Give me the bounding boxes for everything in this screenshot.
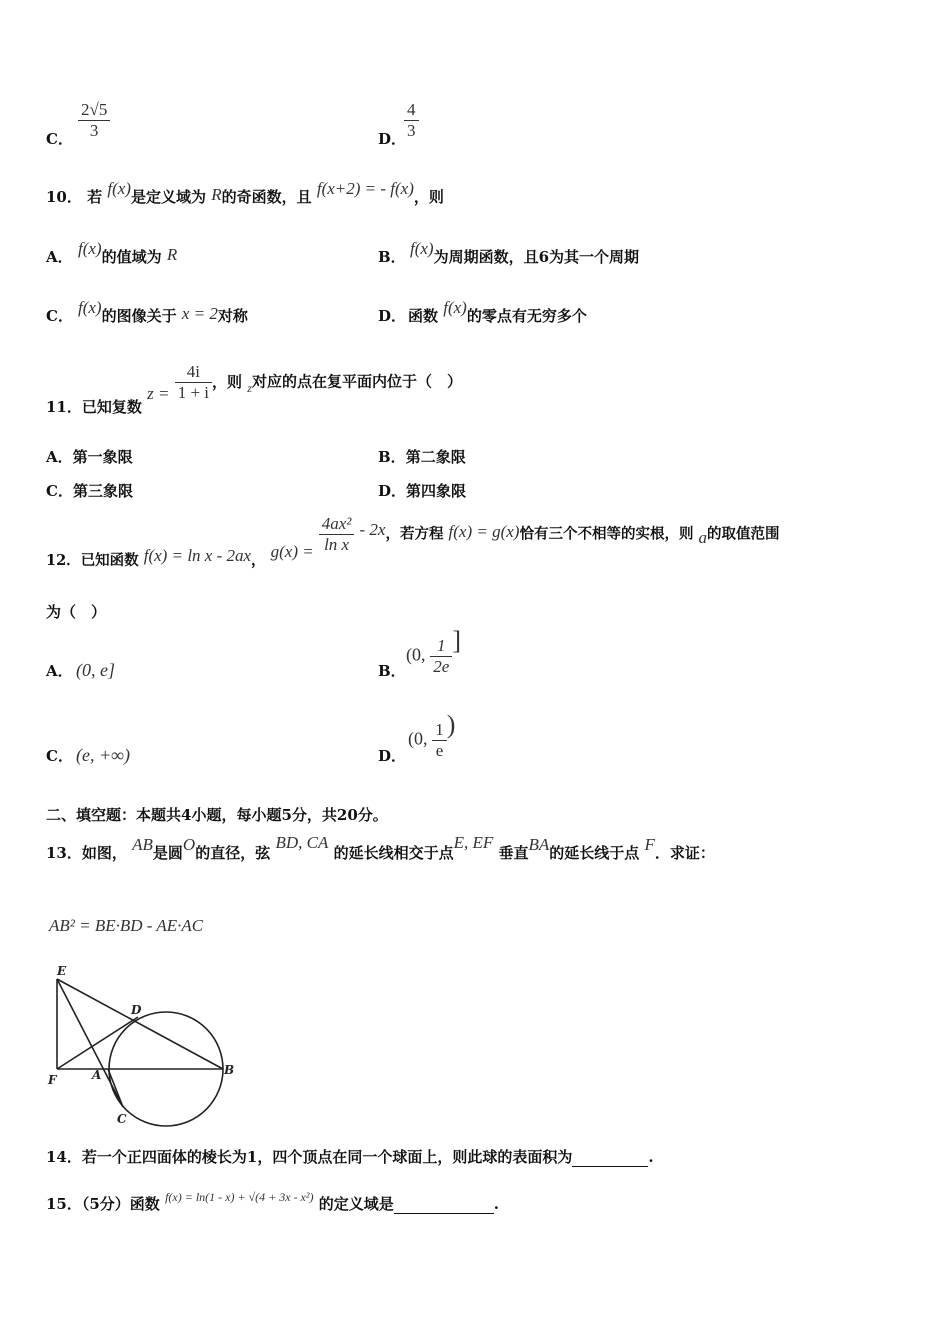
option-text: 的零点有无穷多个 [466,307,587,325]
answer-blank[interactable] [572,1148,648,1167]
stem-text: ，则 [212,372,243,391]
fraction-g [319,514,355,555]
math-fx: f(x) [107,179,131,198]
option-label: B． [378,662,406,680]
question-number: 10． [46,188,82,206]
stem-text: 的奇函数，且 [221,188,312,206]
stem-text: （5分）函数 [81,1195,160,1213]
q12-option-d-value [408,709,456,761]
segment-FD [57,1017,138,1069]
section-title: 二、填空题：本题共4小题，每小题5分，共20分。 [46,806,388,824]
math-a: a [698,527,708,547]
q9-option-c-value [78,100,110,141]
numerator: 2√5 [78,100,110,121]
q13-proof-statement [49,916,203,936]
math-E-EF: E, EF [453,833,494,852]
math-fx: f(x) [78,239,102,258]
q10-option-c [46,298,248,326]
stem-text: 为（ ） [46,603,107,621]
denominator: 3 [89,121,99,140]
math-g-tail: - 2x [359,519,386,539]
interval-close: ) [446,709,456,739]
math-O: O [182,835,196,854]
stem-text: 的取值范围 [707,525,780,543]
numerator: 4i [175,362,212,383]
q10-option-d [378,298,587,326]
stem-text: 若一个正四面体的棱长为1，四个顶点在同一个球面上，则此球的表面积为 [81,1148,573,1166]
denominator: 3 [407,121,416,140]
point-label-E: E [57,964,67,978]
option-label: C． [46,307,73,325]
math-R: R [166,245,178,264]
q14-stem [46,1146,654,1167]
option-text: 的值域为 [101,248,162,266]
question-number: 14． [46,1148,82,1166]
stem-text: ， [251,551,266,569]
stem-text: 若 [87,188,103,206]
question-number: 15． [46,1195,82,1213]
option-label: B． [378,248,406,266]
stem-text: ，则 [413,188,444,206]
point-label-C: C [117,1112,127,1126]
option-text: 为周期函数，且6为其一个周期 [433,248,640,266]
q12-stem [46,514,780,569]
option-text: 对称 [217,307,248,325]
option-label: D． [378,307,407,325]
math-fx: f(x) [410,239,434,258]
math-g-lhs: g(x) = [270,541,314,561]
q9-option-d [378,128,406,149]
option-text: 第三象限 [72,482,133,500]
option-label: A． [46,662,73,680]
answer-blank[interactable] [394,1195,494,1214]
q12-option-a [46,660,115,681]
q10-option-b [378,239,640,267]
numerator: 1 [430,636,452,657]
stem-text: 的直径，弦 [195,844,271,862]
math-z: z [247,380,252,395]
math-F: F [644,835,655,854]
q11-stem [46,362,462,416]
interval-open: (0, [408,728,428,749]
question-number: 13． [46,844,82,862]
stem-text: 已知函数 [80,551,139,569]
q11-option-a [46,446,133,467]
math-expression: f(x) = ln(1 - x) + √(4 + 3x - x²) [165,1190,314,1204]
math-BA: BA [528,835,550,854]
option-label: A． [46,248,73,266]
math-eq: x = 2 [181,304,218,323]
denominator: 2e [433,657,450,676]
denominator: ln x [324,535,350,554]
segment-AC [108,1069,123,1107]
stem-text: 对应的点在复平面内位于（ ） [251,372,462,391]
option-text: 第二象限 [405,448,466,466]
stem-end: . [493,1195,499,1213]
point-label-B: B [224,1063,235,1077]
denominator: 1 + i [177,383,210,402]
q15-stem [46,1190,499,1214]
point-label-F: F [48,1073,57,1087]
math-R: R [211,185,222,204]
option-text: 第四象限 [406,482,467,500]
point-label-A: A [92,1068,102,1082]
q13-geometry-figure [40,960,250,1130]
stem-text: 垂直 [498,844,529,862]
fraction [430,636,452,677]
q10-stem [46,179,444,207]
math-z: z = [147,383,170,403]
q12-stem-line2 [46,601,106,622]
numerator: 4ax² [319,514,355,535]
point-label-D: D [131,1003,142,1017]
q11-option-c [46,480,133,501]
stem-text: 恰有三个不相等的实根，则 [519,525,694,543]
option-text: 的图像关于 [101,307,177,325]
option-label: A． [46,448,73,466]
math-f-definition: f(x) = ln x - 2ax [143,545,252,565]
math-AB: AB [132,835,153,854]
q12-option-b-value [406,625,461,677]
q12-option-b-label [378,660,406,681]
option-text: 函数 [408,307,439,325]
stem-text: 已知复数 [81,397,142,416]
stem-text: 的延长线于点 [549,844,640,862]
stem-text: 的定义域是 [318,1195,394,1213]
fraction-4i-over-1-plus-i [175,362,212,403]
numerator: 4 [404,100,419,121]
math-identity: AB² = BE·BD - AE·AC [49,916,204,935]
option-text: 第一象限 [72,448,133,466]
interval-open: (0, [406,644,426,665]
q13-stem [46,833,715,863]
question-number: 11． [46,397,82,416]
stem-text: 是圆 [152,844,183,862]
q11-option-d [378,480,466,501]
math-condition: f(x+2) = - f(x) [316,179,414,198]
q12-option-d-label [378,745,406,766]
stem-text: ．求证： [654,844,715,862]
q10-option-a [46,239,178,267]
math-interval: (0, e] [76,660,115,680]
math-fx: f(x) [443,298,467,317]
option-label: C． [46,747,73,765]
denominator: e [435,741,444,760]
option-label: D． [378,747,407,765]
math-equation: f(x) = g(x) [448,521,520,541]
option-label: B． [378,448,406,466]
q9-option-d-value [404,100,419,141]
section-heading [46,804,388,825]
segment-EB [57,979,223,1069]
option-label: C． [46,130,73,148]
segment-EC [57,979,123,1107]
fraction [432,720,447,761]
fraction [404,100,419,141]
option-label: D． [378,482,407,500]
stem-text: 的延长线相交于点 [333,844,454,862]
stem-text: ，若方程 [385,525,444,543]
stem-text: 如图， [81,844,127,862]
q11-option-b [378,446,466,467]
stem-text: 是定义域为 [130,188,206,206]
option-label: D． [378,130,407,148]
numerator: 1 [432,720,447,741]
math-BD-CA: BD, CA [275,833,329,852]
q9-option-c [46,106,73,148]
math-interval: (e, +∞) [76,745,130,765]
fraction [78,100,110,141]
question-number: 12． [46,551,81,569]
option-label: C． [46,482,73,500]
stem-end: . [648,1148,654,1166]
interval-close: ] [452,625,461,655]
math-fx: f(x) [78,298,102,317]
q12-option-c [46,745,130,766]
